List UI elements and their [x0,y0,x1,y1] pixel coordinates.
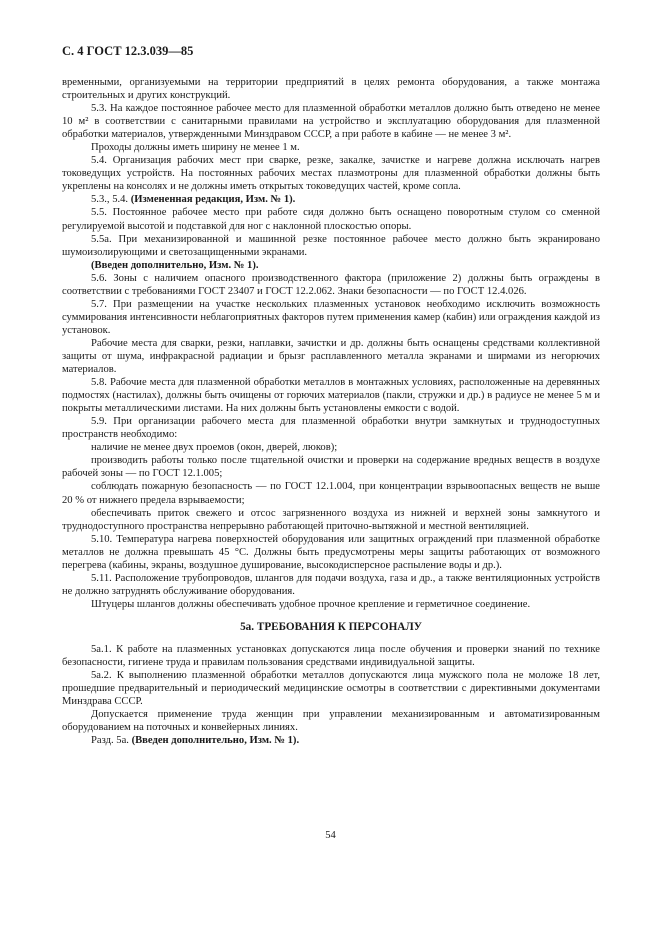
amendment-note: (Введен дополнительно, Изм. № 1). [131,735,300,747]
paragraph [62,206,600,232]
paragraph [62,376,600,415]
amendment-note: (Измененная редакция, Изм. № 1). [130,194,296,206]
paragraph [62,76,600,102]
paragraph [62,708,600,734]
paragraph-text: 5а.1. К работе на плазменных установках допускаются лица после обучения и проверки знаний по технике безопасности, гигиене труда и правилам пользования средствами индивидуальной защиты. [62,643,600,669]
paragraph [62,259,600,272]
section-paragraph-list [62,643,600,747]
paragraph [62,572,600,598]
page-number: 54 [325,830,336,841]
paragraph [62,154,600,193]
paragraph-text: Разд. 5а. [91,735,132,747]
section-title: 5а. ТРЕБОВАНИЯ К ПЕРСОНАЛУ [240,620,422,633]
paragraph-text: 5.11. Расположение трубопроводов, шлангов для подачи воздуха, газа и др., а также вентиляционных устройств не должно затруднять обслуживание оборудования. [62,572,600,597]
paragraph-text: обеспечивать приток свежего и отсос загрязненного воздуха из нижней и верхней зоны замкнутого и труднодоступного пространства непрерывно работающей приточно-вытяжной и местной вентиляцией. [62,507,600,532]
paragraph [62,102,600,141]
paragraph-text: 5а.2. К выполнению плазменной обработки металлов допускаются лица мужского пола не моложе 18 лет, прошедшие предварительный и периодический медицинские осмотры в соответствии с директивными документами Минздрава СССР. [62,670,600,708]
paragraph-text: наличие не менее двух проемов (окон, дверей, люков); [91,442,338,454]
paragraph [62,415,600,441]
paragraph-text: 5.3., 5.4. [91,194,131,206]
paragraph [62,233,600,259]
paragraph-text: 5.3. На каждое постоянное рабочее место для плазменной обработки металлов должно быть отведено не менее 10 м² в соответствии с санитарными правилами на устройство и эксплуатацию оборудования для плазменной обработки материалов, утвержденными Минздравом СССР, а при работе в кабине — не менее 3 м². [62,103,600,141]
paragraph [62,441,600,454]
paragraph [62,507,600,533]
paragraph-text: 5.9. При организации рабочего места для плазменной обработки внутри замкнутых и труднодоступных пространств необходимо: [62,416,600,441]
paragraph-text: временными, организуемыми на территории предприятий в целях ремонта оборудования, а также монтажа строительных и других конструкций. [62,77,600,102]
paragraph-text: 5.10. Температура нагрева поверхностей оборудования или защитных ограждений при плазменной обработке металлов не должна превышать 45 °С. Должны быть предусмотрены меры защиты работающих от возможного перегрева (кабины, экраны, воздушное душирование, высокодисперсное распыление воды и др.). [62,533,600,571]
amendment-note: (Введен дополнительно, Изм. № 1). [91,259,259,271]
paragraph-text: Проходы должны иметь ширину не менее 1 м. [91,142,300,154]
paragraph-text: 5.7. При размещении на участке нескольких плазменных установок необходимо исключить возможность суммирования интенсивности неблагоприятных факторов путем применения камер (кабин) или ограждения каждой из установок. [62,298,600,336]
paragraph [62,643,600,669]
page-header: С. 4 ГОСТ 12.3.039—85 [62,44,194,58]
paragraph-text: соблюдать пожарную безопасность — по ГОСТ 12.1.004, при концентрации взрывоопасных веществ не выше 20 % от нижнего предела взрываемости; [62,481,600,506]
paragraph-text: Допускается применение труда женщин при управлении механизированным и автоматизированным оборудованием на поточных и конвейерных линиях. [62,709,600,734]
paragraph-text: Рабочие места для сварки, резки, наплавки, зачистки и др. должны быть оснащены средствами коллективной защиты от шума, инфракрасной радиации и брызг расплавленного металла экранами и ширмами из негорючих материалов. [62,337,600,376]
paragraph-list [62,76,600,611]
paragraph-text: 5.4. Организация рабочих мест при сварке, резке, закалке, зачистке и нагреве должна исключать нагрев токоведущих устройств. На постоянных рабочих местах плазмотроны для плазменной обработки должны быть укреплены на консолях и не должны иметь открытых токоведущих частей, кроме сопла. [62,155,600,193]
document-body [62,76,600,747]
paragraph-text: 5.5. Постоянное рабочее место при работе сидя должно быть оснащено поворотным стулом со сменной регулируемой высотой и подставкой для ног с наклонной плоскостью опоры. [62,207,600,232]
paragraph [62,598,600,611]
paragraph [62,454,600,480]
paragraph [62,337,600,376]
paragraph [62,669,600,708]
paragraph-text: 5.5а. При механизированной и машинной резке постоянное рабочее место должно быть экранировано шумоизолирующими и светозащищенными экранами. [62,233,600,258]
paragraph-text: производить работы только после тщательной очистки и проверки на содержание вредных веществ в воздухе рабочей зоны — по ГОСТ 12.1.005; [62,455,600,480]
paragraph-text: 5.6. Зоны с наличием опасного производственного фактора (приложение 2) должны быть ограждены в соответствии с требованиями ГОСТ 23407 и ГОСТ 12.2.062. Знаки безопасности — по ГОСТ 12.4.026. [62,272,600,297]
paragraph [62,298,600,337]
paragraph [62,480,600,506]
paragraph [62,533,600,572]
paragraph [62,734,600,747]
paragraph [62,272,600,298]
paragraph-text: Штуцеры шлангов должны обеспечивать удобное прочное крепление и герметичное соединение. [91,598,531,610]
paragraph [62,141,600,154]
paragraph-text: 5.8. Рабочие места для плазменной обработки металлов в монтажных условиях, расположенные на деревянных подмостях (настилах), должны быть очищены от горючих материалов (пакли, стружки и др.) в радиусе не менее 5 м и покрыты металлическими листами. На них должны быть установлены емкости с водой. [62,377,600,415]
paragraph [62,193,600,206]
